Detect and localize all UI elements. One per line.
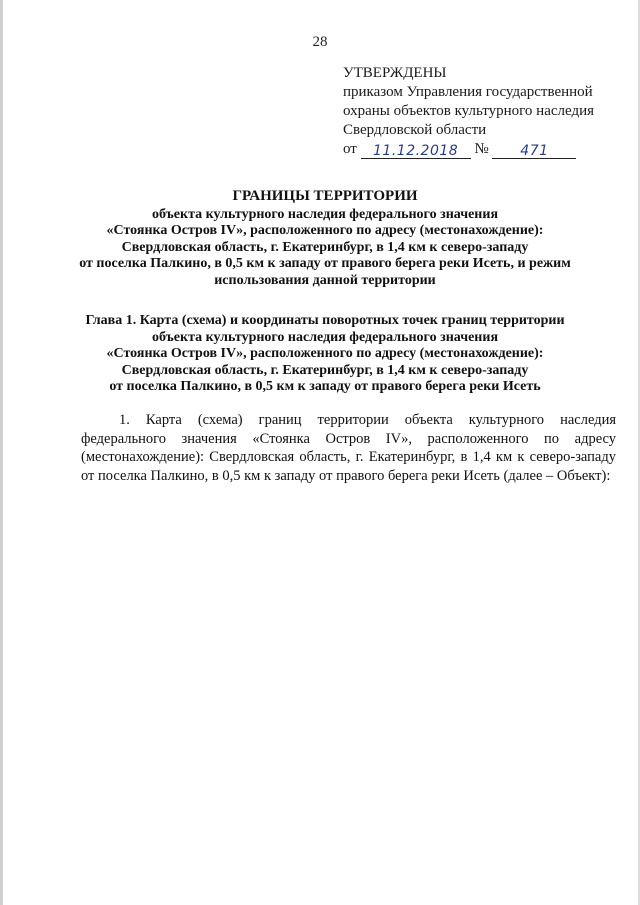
title-line: объекта культурного наследия федерального значения	[151, 206, 499, 222]
title-line: от поселка Палкино, в 0,5 км к западу от правого берега реки Исеть, и режим	[79, 256, 571, 271]
approval-line-2: охраны объектов культурного наследия	[343, 103, 595, 119]
approval-block	[343, 64, 623, 160]
number-label: №	[474, 141, 489, 157]
chapter-line: объекта культурного наследия федерального значения	[151, 329, 499, 345]
chapter-line: от поселка Палкино, в 0,5 км к западу от правого берега реки Исеть	[109, 379, 541, 394]
approval-heading: УТВЕРЖДЕНЫ	[343, 65, 447, 81]
number-blank	[492, 142, 576, 159]
body-text	[81, 411, 616, 485]
date-blank	[361, 142, 471, 159]
title-main: ГРАНИЦЫ ТЕРРИТОРИИ	[232, 188, 418, 204]
scan-edge-left	[0, 0, 3, 905]
chapter-line: Глава 1. Карта (схема) и координаты поворотных точек границ территории	[85, 313, 565, 328]
handwritten-number: 471	[520, 143, 549, 159]
chapter-line: Свердловская область, г. Екатеринбург, в 1,4 км к северо-западу	[121, 362, 529, 378]
chapter-heading	[30, 313, 620, 396]
approval-line-3: Свердловской области	[343, 122, 487, 138]
approval-date-number-line	[343, 140, 623, 160]
document-title	[30, 188, 620, 289]
title-line: «Стоянка Остров IV», расположенного по адресу (местонахождение):	[106, 223, 544, 238]
chapter-line: «Стоянка Остров IV», расположенного по адресу (местонахождение):	[106, 346, 544, 361]
title-line: использования данной территории	[214, 272, 436, 288]
from-label: от	[343, 141, 357, 157]
paragraph-1: 1. Карта (схема) границ территории объекта культурного наследия федерального значения «Стоянка Остров IV», расположенного по адресу (местонахождение): Свердловская область, г. Екатеринбург, в 1,4 км к северо-западу от поселка Палкино, в 0,5 км к западу от правого берега реки Исеть (далее – Объект):	[81, 412, 616, 484]
title-line: Свердловская область, г. Екатеринбург, в 1,4 км к северо-западу	[121, 239, 529, 255]
handwritten-date: 11.12.2018	[373, 143, 459, 159]
page-number: 28	[312, 34, 328, 50]
approval-line-1: приказом Управления государственной	[343, 84, 593, 100]
